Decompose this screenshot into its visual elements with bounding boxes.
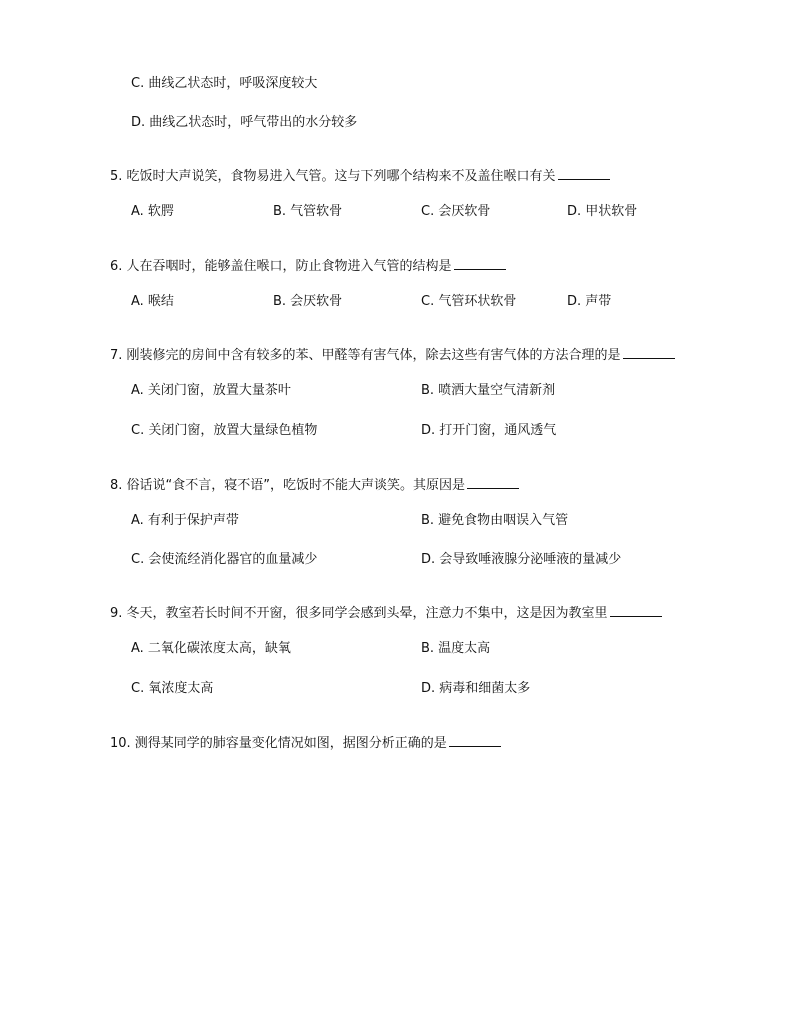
q9-option-b: B. 温度太高 <box>421 641 491 656</box>
answer-blank <box>467 476 519 489</box>
question-6-text: 6. 人在吞咽时，能够盖住喉口，防止食物进入气管的结构是 <box>110 259 452 274</box>
question-7-stem <box>110 346 675 365</box>
q5-option-c: C. 会厌软骨 <box>421 204 491 219</box>
question-5-text: 5. 吃饭时大声说笑，食物易进入气管。这与下列哪个结构来不及盖住喉口有关 <box>110 169 556 184</box>
answer-blank <box>558 167 610 180</box>
question-8-stem <box>110 476 519 495</box>
q5-option-a: A. 软腭 <box>131 204 174 219</box>
question-9-stem <box>110 604 662 623</box>
q5-option-b: B. 气管软骨 <box>273 204 343 219</box>
q6-option-c: C. 气管环状软骨 <box>421 294 517 309</box>
question-7-text: 7. 刚装修完的房间中含有较多的苯、甲醛等有害气体，除去这些有害气体的方法合理的是 <box>110 348 621 363</box>
q8-option-d: D. 会导致唾液腺分泌唾液的量减少 <box>421 552 622 567</box>
q6-option-b: B. 会厌软骨 <box>273 294 343 309</box>
q7-option-a: A. 关闭门窗，放置大量茶叶 <box>131 383 291 398</box>
q8-option-c: C. 会使流经消化器官的血量减少 <box>131 552 318 567</box>
answer-blank <box>623 346 675 359</box>
question-5-stem <box>110 167 610 186</box>
question-10-text: 10. 测得某同学的肺容量变化情况如图，据图分析正确的是 <box>110 736 447 751</box>
question-9-text: 9. 冬天，教室若长时间不开窗，很多同学会感到头晕，注意力不集中，这是因为教室里 <box>110 606 608 621</box>
answer-blank <box>449 734 501 747</box>
q8-option-b: B. 避免食物由咽误入气管 <box>421 513 569 528</box>
q6-option-d: D. 声带 <box>567 294 612 309</box>
q9-option-a: A. 二氧化碳浓度太高，缺氧 <box>131 641 291 656</box>
question-6-stem <box>110 257 506 276</box>
q4-option-d: D. 曲线乙状态时，呼气带出的水分较多 <box>131 115 358 130</box>
answer-blank <box>454 257 506 270</box>
q8-option-a: A. 有利于保护声带 <box>131 513 239 528</box>
q5-option-d: D. 甲状软骨 <box>567 204 638 219</box>
q6-option-a: A. 喉结 <box>131 294 174 309</box>
answer-blank <box>610 604 662 617</box>
question-8-text: 8. 俗话说“食不言，寝不语”，吃饭时不能大声谈笑。其原因是 <box>110 478 466 493</box>
q4-option-c: C. 曲线乙状态时，呼吸深度较大 <box>131 76 318 91</box>
q7-option-c: C. 关闭门窗，放置大量绿色植物 <box>131 423 318 438</box>
q9-option-d: D. 病毒和细菌太多 <box>421 681 531 696</box>
q9-option-c: C. 氧浓度太高 <box>131 681 214 696</box>
question-10-stem <box>110 734 501 753</box>
q7-option-b: B. 喷洒大量空气清新剂 <box>421 383 556 398</box>
q7-option-d: D. 打开门窗，通风透气 <box>421 423 557 438</box>
